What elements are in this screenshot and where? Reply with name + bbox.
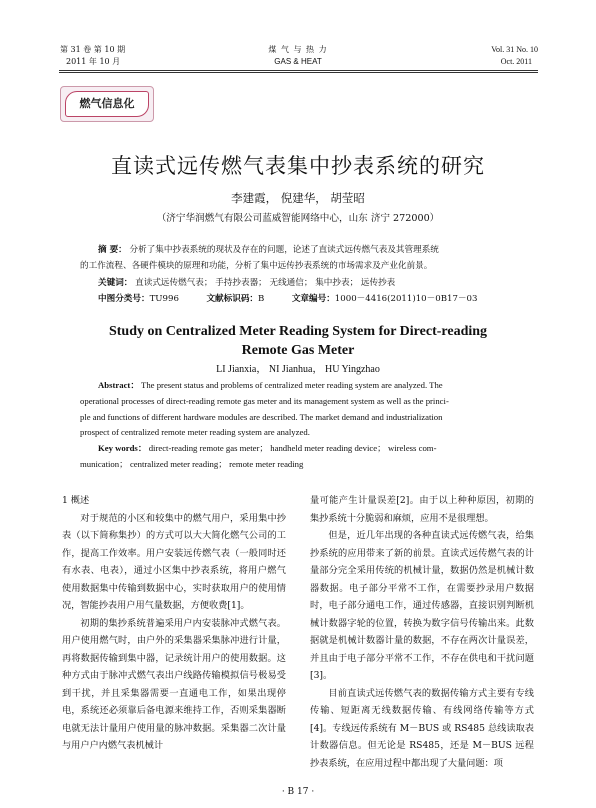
keywords-en-line1: direct-reading remote gas meter； handheld meter reading device； wireless com- [148,443,437,453]
paragraph: 对于规范的小区和较集中的燃气用户，采用集中抄表（以下简称集抄）的方式可以大大简化燃气公司的工作，提高工作效率。用户安装远传燃气表（一般同时还有水表、电表），通过小区集中抄表系统，将用户燃气使用数据集中传输到数据中心，实时获取用户的使用情况，智能抄表用户用气量数据，方便收费[1]。 [62,512,286,611]
article-title-en-line2: Remote Gas Meter [241,343,355,358]
journal-name-cn: 煤 气 与 热 力 [268,45,328,54]
body-left-column [62,492,286,755]
abstract-cn-line1: 分析了集中抄表系统的现状及存在的问题，论述了直读式远传燃气表及其管理系统 [129,245,439,255]
section-badge [60,86,154,122]
authors-en: LI Jianxia， NI Jianhua， HU Yingzhao [216,364,380,375]
page-number: · B 17 · [281,787,315,797]
doc-code-label: 文献标识码： [206,294,259,304]
article-title-cn: 直读式远传燃气表集中抄表系统的研究 [111,154,485,178]
journal-date: 2011 年 10 月 [66,57,121,66]
clc-value: TU996 [149,294,179,304]
keywords-cn-label: 关键词： [98,278,133,288]
article-title-en-line1: Study on Centralized Meter Reading System for Direct-reading [108,324,488,339]
keywords-en [98,441,518,457]
abstract-en-line4: prospect of centralized remote meter reading system are analyzed. [80,427,310,437]
abstract-en-label: Abstract： [98,380,140,390]
abstract-cn [98,242,518,258]
abstract-en-line1: The present status and problems of centralized meter reading system are analyzed. The [141,380,443,390]
keywords-cn-text: 直读式远传燃气表； 手持抄表器； 无线通信； 集中抄表； 远传抄表 [135,278,396,288]
keywords-cn [98,275,395,291]
authors-cn: 李建霞， 倪建华， 胡莹昭 [231,191,365,205]
clc-label: 中图分类号： [98,294,150,304]
volume-en: Vol. 31 No. 10 [491,45,538,54]
section-badge-label: 燃气信息化 [65,91,149,117]
section-heading: 1 概述 [62,495,90,506]
header-rule-thin [59,72,538,73]
paragraph: 初期的集抄系统普遍采用户内安装脉冲式燃气表。用户使用燃气时，由户外的采集器采集脉冲进行计量，再将数据传输到集中器，记录统计用户的使用数据。这种方式由于脉冲式燃气表出户线路传输模拟信号极易受到干扰，并且采集器需要一直通电工作，如果出现停电，系统还必须靠后备电源来维持工作，否则采集器断电就无法计量用户使用量的脉冲数据。采集器二次计量与用户户内燃气表机械计 [62,617,286,751]
doc-code-value: B [258,294,265,304]
abstract-cn-line2: 的工作流程、各硬件模块的原理和功能，分析了集中远传抄表系统的市场需求及产业化前景。 [80,261,433,271]
keywords-en-label: Key words： [98,443,147,453]
abstract-en-line3: ple and functions of different hardware modules are described. The market demand and industrialization [80,412,443,422]
article-number-value: 1000－4416(2011)10－0B17－03 [334,294,478,304]
classification [98,291,477,307]
abstract-cn-label: 摘 要： [98,245,127,255]
paragraph: 量可能产生计量误差[2]。由于以上种种原因，初期的集抄系统十分脆弱和麻烦，应用不是很理想。 [310,495,534,524]
date-en: Oct. 2011 [500,57,532,66]
paragraph: 但是，近几年出现的各种直读式远传燃气表，给集抄系统的应用带来了新的前景。直读式远传燃气表的计量部分完全采用传统的机械计量，数据仍然是机械计数器数据。电子部分平常不工作，在需要抄录用户数据时，电子部分通电工作，通过传感器，直接识别判断机械计数器字轮的位置，转换为数字信号传输出来。此数据就是机械计数器计量的数据，不存在两次计量误差，并且由于电子部分平常不工作，不存在供电和干扰问题[3]。 [310,530,534,681]
header-rule [59,70,538,71]
journal-name-en: GAS & HEAT [274,57,322,66]
abstract-en-line2: operational processes of direct-reading remote gas meter and its management system as well as the princi- [80,396,449,406]
paragraph: 目前直读式远传燃气表的数据传输方式主要有专线传输、短距离无线数据传输、有线网络传输等方式[4]。专线远传系统有 M－BUS 或 RS485 总线读取表计数器信息。但无论是 RS485，还是 M－BUS 远程抄表系统，在应用过程中都出现了大量问题：项 [310,687,534,769]
body-right-column [310,492,534,772]
journal-volume: 第 31 卷 第 10 期 [60,45,126,54]
keywords-en-line2: munication； centralized meter reading； remote meter reading [80,459,304,469]
abstract-en [98,378,518,394]
article-number-label: 文章编号： [291,294,335,304]
affiliation-cn: （济宁华润燃气有限公司蓝威智能网络中心，山东 济宁 272000） [156,213,440,224]
